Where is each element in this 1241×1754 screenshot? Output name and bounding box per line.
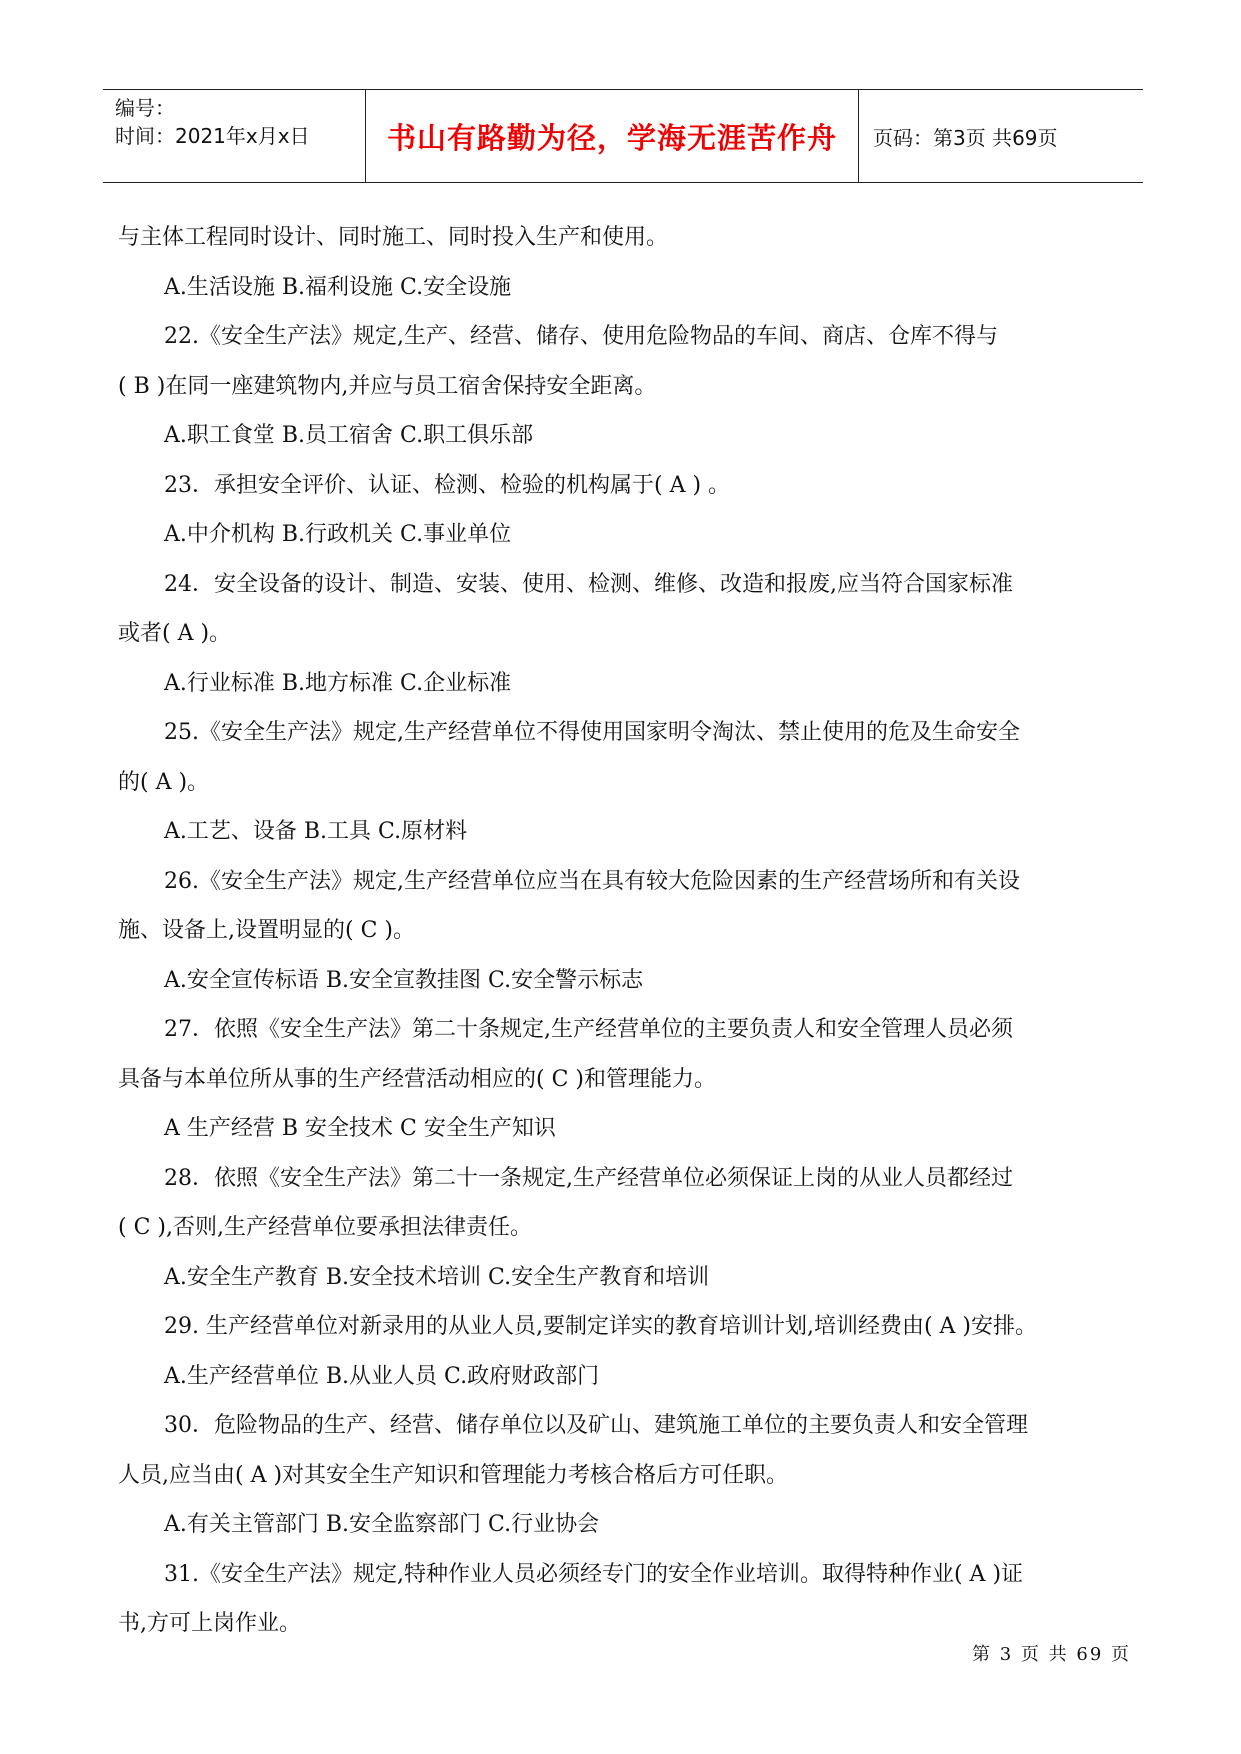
header-page-code: 页码：第3页 共69页 bbox=[873, 125, 1058, 150]
page-header bbox=[103, 89, 1143, 183]
text-line: ( B )在同一座建筑物内,并应与员工宿舍保持安全距离。 bbox=[118, 373, 657, 399]
text-line: A.职工食堂 B.员工宿舍 C.职工俱乐部 bbox=[164, 423, 534, 448]
text-line: 28．依照《安全生产法》第二十一条规定,生产经营单位必须保证上岗的从业人员都经过 bbox=[164, 1165, 1013, 1191]
text-line: 人员,应当由( A )对其安全生产知识和管理能力考核合格后方可任职。 bbox=[118, 1462, 789, 1488]
text-line: A 生产经营 B 安全技术 C 安全生产知识 bbox=[164, 1116, 556, 1141]
text-line: 24．安全设备的设计、制造、安装、使用、检测、维修、改造和报废,应当符合国家标准 bbox=[164, 571, 1013, 597]
text-line: 22.《安全生产法》规定,生产、经营、储存、使用危险物品的车间、商店、仓库不得与 bbox=[164, 324, 998, 349]
document-body bbox=[118, 213, 1138, 1649]
text-line: 施、设备上,设置明显的( C )。 bbox=[118, 918, 415, 943]
text-line: A.有关主管部门 B.安全监察部门 C.行业协会 bbox=[164, 1512, 600, 1537]
text-line: A.行业标准 B.地方标准 C.企业标准 bbox=[164, 670, 512, 696]
text-line: 30．危险物品的生产、经营、储存单位以及矿山、建筑施工单位的主要负责人和安全管理 bbox=[164, 1413, 1028, 1438]
text-line: 具备与本单位所从事的生产经营活动相应的( C )和管理能力。 bbox=[118, 1066, 716, 1092]
document-time-label: 时间：2021年x月x日 bbox=[115, 124, 310, 148]
document-number-label: 编号： bbox=[115, 96, 175, 120]
text-line: 与主体工程同时设计、同时施工、同时投入生产和使用。 bbox=[118, 225, 669, 250]
text-line: 的( A )。 bbox=[118, 769, 210, 795]
text-line: 或者( A )。 bbox=[118, 621, 232, 646]
text-line: A.生产经营单位 B.从业人员 C.政府财政部门 bbox=[164, 1363, 600, 1389]
text-line: A.生活设施 B.福利设施 C.安全设施 bbox=[164, 274, 512, 300]
text-line: A.安全生产教育 B.安全技术培训 C.安全生产教育和培训 bbox=[164, 1264, 710, 1290]
text-line: 书,方可上岗作业。 bbox=[118, 1611, 301, 1636]
text-line: 29. 生产经营单位对新录用的从业人员,要制定详实的教育培训计划,培训经费由( A )安排。 bbox=[164, 1314, 1038, 1339]
text-line: A.工艺、设备 B.工具 C.原材料 bbox=[164, 819, 468, 844]
text-line: 31.《安全生产法》规定,特种作业人员必须经专门的安全作业培训。取得特种作业( A )证 bbox=[164, 1561, 1024, 1587]
header-meta bbox=[103, 90, 366, 182]
text-line: 27．依照《安全生产法》第二十条规定,生产经营单位的主要负责人和安全管理人员必须 bbox=[164, 1017, 1013, 1042]
text-line: A.中介机构 B.行政机关 C.事业单位 bbox=[164, 522, 512, 547]
text-line: 23．承担安全评价、认证、检测、检验的机构属于( A ) 。 bbox=[164, 472, 731, 498]
text-line: A.安全宣传标语 B.安全宣教挂图 C.安全警示标志 bbox=[164, 967, 644, 993]
text-line: 25.《安全生产法》规定,生产经营单位不得使用国家明令淘汰、禁止使用的危及生命安全 bbox=[164, 720, 1020, 745]
page-footer: 第 3 页 共 69 页 bbox=[972, 1644, 1131, 1665]
text-line: ( C ),否则,生产经营单位要承担法律责任。 bbox=[118, 1215, 532, 1240]
header-slogan: 书山有路勤为径，学海无涯苦作舟 bbox=[366, 90, 859, 182]
text-line: 26.《安全生产法》规定,生产经营单位应当在具有较大危险因素的生产经营场所和有关设 bbox=[164, 868, 1020, 894]
